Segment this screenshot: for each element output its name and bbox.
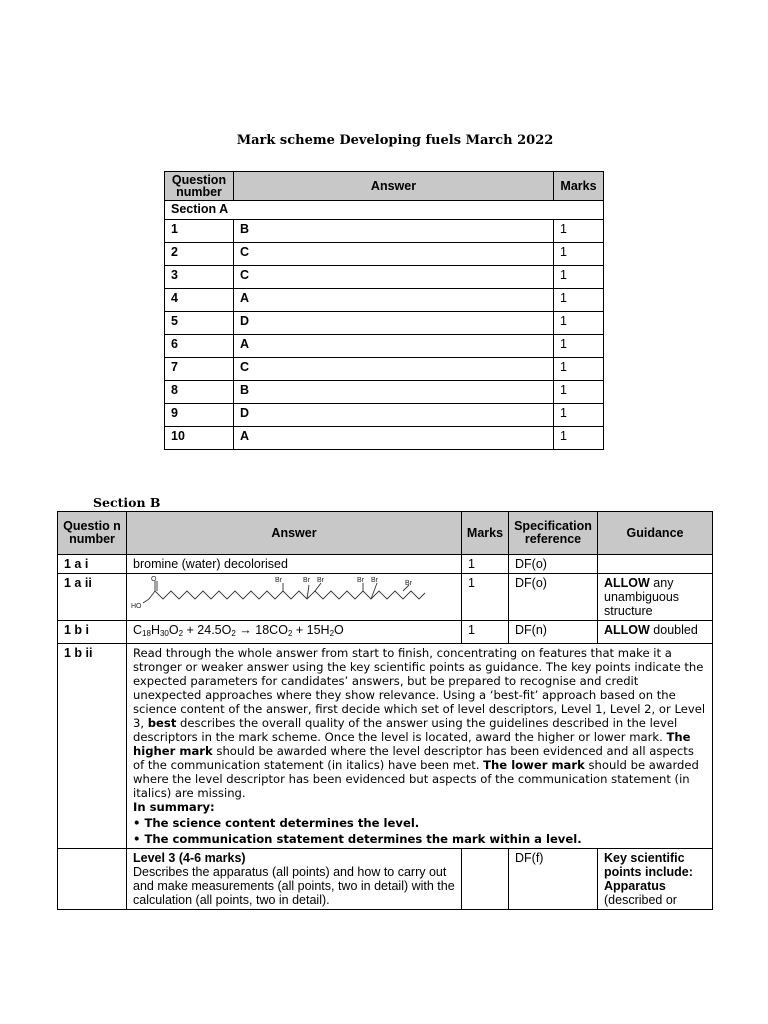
level-descriptor-cell: [127, 849, 462, 910]
header-answer: Answer: [127, 512, 462, 555]
answer-cell: D: [234, 404, 554, 427]
structure-label-br: Br: [303, 577, 310, 584]
marks-cell: 1: [554, 358, 604, 381]
question-number: [58, 849, 127, 910]
question-number: 5: [165, 312, 234, 335]
summary-heading: In summary:: [133, 800, 215, 814]
guidance-allow: ALLOW: [604, 576, 650, 590]
header-marks: Marks: [462, 512, 509, 555]
question-number: 1 a ii: [58, 574, 127, 621]
guidance-subheading: Apparatus: [604, 879, 666, 893]
spec-cell: DF(o): [509, 555, 598, 574]
question-number: 8: [165, 381, 234, 404]
spec-cell: DF(o): [509, 574, 598, 621]
marks-cell: 1: [554, 312, 604, 335]
answer-cell: [127, 621, 462, 644]
spec-cell: DF(n): [509, 621, 598, 644]
page-title: Mark scheme Developing fuels March 2022: [236, 133, 554, 148]
guidance-text: any unambiguous structure: [604, 576, 680, 618]
structure-label-ho: HO: [131, 603, 142, 610]
table-row: [165, 266, 604, 289]
structure-label-br: Br: [275, 577, 282, 584]
header-marks: Marks: [554, 172, 604, 201]
equation: $C_{18}H_{30}O_2 + 24.5O_2 \to 18CO_2 + 15H_2O$: [133, 623, 344, 638]
table-row: [165, 381, 604, 404]
structure-label-o: O: [151, 576, 157, 583]
table-row: [58, 574, 713, 621]
answer-cell: C: [234, 358, 554, 381]
table-row: [58, 644, 713, 849]
marks-cell: 1: [554, 427, 604, 450]
structure-label-br: Br: [371, 577, 378, 584]
guidance-text: (described or: [604, 893, 677, 907]
table-header-row: [58, 512, 713, 555]
skeletal-structure-image: [131, 575, 431, 619]
answer-cell: C: [234, 243, 554, 266]
marks-cell: [462, 849, 509, 910]
table-row: [165, 404, 604, 427]
marks-cell: 1: [554, 335, 604, 358]
table-row: [165, 243, 604, 266]
table-row: [58, 555, 713, 574]
section-a-label: Section A: [165, 201, 604, 220]
section-a-label-row: [165, 201, 604, 220]
marks-cell: 1: [554, 404, 604, 427]
marks-cell: 1: [554, 243, 604, 266]
marks-cell: 1: [554, 381, 604, 404]
header-question-number: Questio n number: [58, 512, 127, 555]
table-row: [58, 849, 713, 910]
answer-cell: C: [234, 266, 554, 289]
summary-bullet: • The communication statement determines the mark within a level.: [133, 832, 582, 846]
structure-label-br: Br: [317, 577, 324, 584]
level-text: Describes the apparatus (all points) and how to carry out and make measurements (all points, two in detail) with the calculation (all points, two in detail).: [133, 865, 455, 907]
question-number: 1 b ii: [58, 644, 127, 849]
marks-cell: 1: [554, 220, 604, 243]
marks-cell: 1: [554, 266, 604, 289]
guidance-allow: ALLOW: [604, 623, 650, 637]
structure-label-br: Br: [357, 577, 364, 584]
question-number: 10: [165, 427, 234, 450]
marks-cell: 1: [462, 574, 509, 621]
answer-cell: D: [234, 312, 554, 335]
header-guidance: Guidance: [598, 512, 713, 555]
answer-cell: bromine (water) decolorised: [127, 555, 462, 574]
table-row: [165, 289, 604, 312]
question-number: 3: [165, 266, 234, 289]
answer-cell: A: [234, 427, 554, 450]
answer-cell: A: [234, 289, 554, 312]
question-number: 2: [165, 243, 234, 266]
level-heading: Level 3 (4-6 marks): [133, 851, 246, 865]
section-b-table: [57, 511, 713, 910]
table-row: [165, 427, 604, 450]
header-specification-reference: Specification reference: [509, 512, 598, 555]
question-number: 6: [165, 335, 234, 358]
answer-cell: [127, 574, 462, 621]
question-number: 1 a i: [58, 555, 127, 574]
structure-label-br: Br: [405, 580, 412, 587]
header-question-number: Question number: [165, 172, 234, 201]
guidance-cell: [598, 574, 713, 621]
guidance-text: doubled: [649, 623, 698, 637]
summary-bullet: • The science content determines the level.: [133, 816, 420, 830]
header-answer: Answer: [234, 172, 554, 201]
marking-instructions: [127, 644, 713, 849]
table-row: [58, 621, 713, 644]
question-number: 4: [165, 289, 234, 312]
question-number: 1 b i: [58, 621, 127, 644]
guidance-heading: Key scientific points include:: [604, 851, 693, 879]
marks-cell: 1: [462, 621, 509, 644]
answer-cell: A: [234, 335, 554, 358]
instructions-paragraph: Read through the whole answer from start to finish, concentrating on features that make it a stronger or weaker answer using the key scientific points as guidance. The key points indicate the expected parameters for candidates’ answers, but be prepared to recognise and credit unexpected approaches where they show relevance. Using a ‘best-fit’ approach based on the science content of the answer, first decide which set of level descriptors, Level 1, Level 2, or Level 3, best describes the overall quality of the answer using the guidelines described in the level descriptors in the mark scheme. Once the level is located, award the higher or lower mark. The higher mark should be awarded where the level descriptor has been evidenced and all aspects of the communication statement (in italics) have been met. The lower mark should be awarded where the level descriptor has been evidenced but aspects of the communication statement (in italics) are missing.: [133, 646, 706, 800]
table-header-row: [165, 172, 604, 201]
marks-cell: 1: [462, 555, 509, 574]
table-row: [165, 358, 604, 381]
spec-cell: DF(f): [509, 849, 598, 910]
guidance-cell: [598, 621, 713, 644]
table-row: [165, 220, 604, 243]
section-a-table: [164, 171, 604, 450]
guidance-cell: [598, 849, 713, 910]
marks-cell: 1: [554, 289, 604, 312]
question-number: 1: [165, 220, 234, 243]
question-number: 9: [165, 404, 234, 427]
table-row: [165, 312, 604, 335]
answer-cell: B: [234, 381, 554, 404]
question-number: 7: [165, 358, 234, 381]
answer-cell: B: [234, 220, 554, 243]
guidance-cell: [598, 555, 713, 574]
section-b-label: Section B: [93, 495, 161, 510]
table-row: [165, 335, 604, 358]
